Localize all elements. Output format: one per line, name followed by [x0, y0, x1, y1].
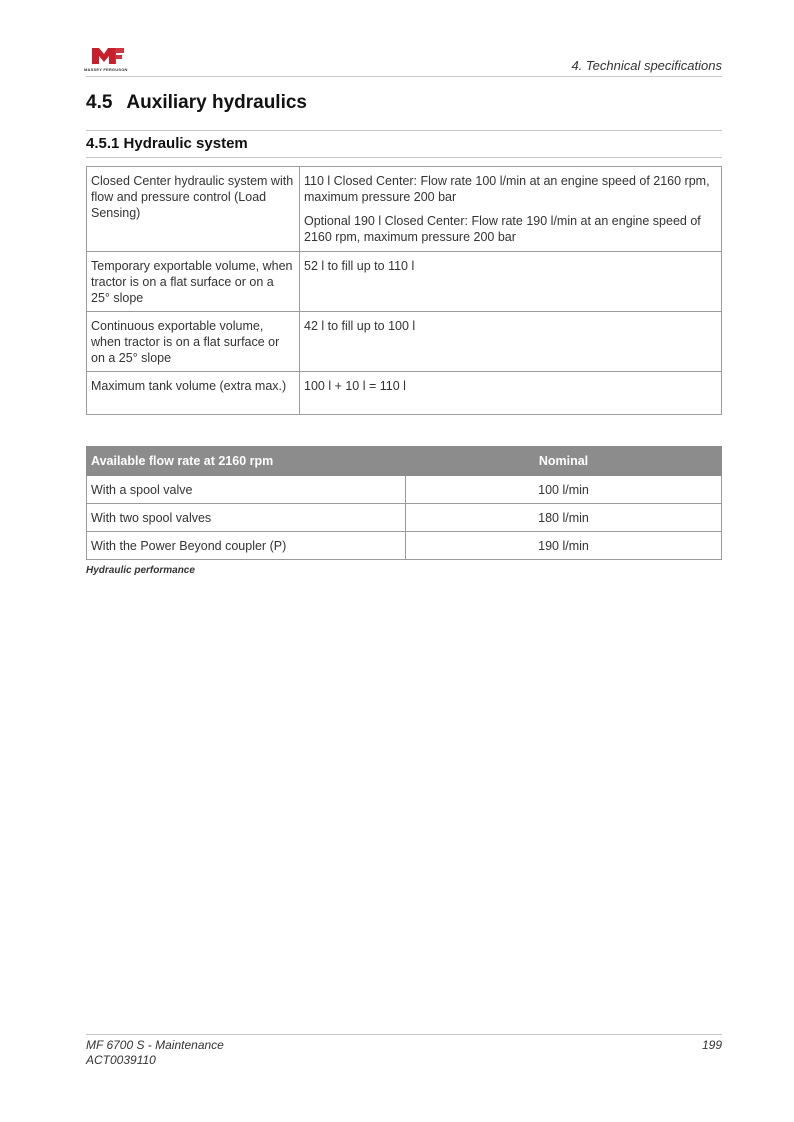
- flow-label: With the Power Beyond coupler (P): [87, 532, 406, 560]
- flow-label: With a spool valve: [87, 476, 406, 504]
- table-row: [87, 532, 722, 560]
- spec-label: Maximum tank volume (extra max.): [87, 372, 300, 415]
- footer-title: MF 6700 S - Maintenance: [86, 1038, 224, 1052]
- flow-value: 180 l/min: [406, 504, 722, 532]
- footer-doc-id: ACT0039110: [86, 1053, 156, 1067]
- section-label: 4. Technical specifications: [571, 58, 722, 73]
- table-header-row: [87, 447, 722, 476]
- subsection-title: 4.5.1 Hydraulic system: [86, 135, 248, 152]
- page-title: [86, 92, 307, 114]
- flow-label: With two spool valves: [87, 504, 406, 532]
- brand-text: MASSEY FERGUSON: [84, 67, 128, 72]
- section-number: 4.5: [86, 92, 113, 113]
- flow-value: 100 l/min: [406, 476, 722, 504]
- spec-value: [300, 167, 722, 252]
- hydraulic-spec-table: [86, 166, 722, 415]
- spec-value-line: 110 l Closed Center: Flow rate 100 l/min at an engine speed of 2160 rpm, maximum pressure 200 bar: [304, 174, 710, 204]
- spec-label: Continuous exportable volume, when tractor is on a flat surface or on a 25° slope: [87, 312, 300, 372]
- spec-label: Closed Center hydraulic system with flow and pressure control (Load Sensing): [87, 167, 300, 252]
- flow-value: 190 l/min: [406, 532, 722, 560]
- footer-info: [86, 1038, 224, 1068]
- table-row: [87, 252, 722, 312]
- spec-value: 100 l + 10 l = 110 l: [300, 372, 722, 415]
- spec-value-line: Optional 190 l Closed Center: Flow rate 190 l/min at an engine speed of 2160 rpm, maximum pressure 200 bar: [304, 214, 701, 244]
- table-row: [87, 167, 722, 252]
- table-row: [87, 476, 722, 504]
- column-header: Nominal: [406, 447, 722, 476]
- section-title: Auxiliary hydraulics: [126, 92, 307, 113]
- spec-value: 52 l to fill up to 110 l: [300, 252, 722, 312]
- table-caption: Hydraulic performance: [86, 565, 195, 576]
- table-row: [87, 372, 722, 415]
- table-row: [87, 504, 722, 532]
- spec-value: 42 l to fill up to 100 l: [300, 312, 722, 372]
- column-header: Available flow rate at 2160 rpm: [87, 447, 406, 476]
- page-number: 199: [701, 1038, 722, 1052]
- title-divider: [86, 130, 722, 131]
- spec-label: Temporary exportable volume, when tractor is on a flat surface or on a 25° slope: [87, 252, 300, 312]
- header-divider: [86, 76, 722, 77]
- footer-divider: [86, 1034, 722, 1035]
- subsection-divider: [86, 157, 722, 158]
- flow-rate-table: [86, 446, 722, 560]
- table-row: [87, 312, 722, 372]
